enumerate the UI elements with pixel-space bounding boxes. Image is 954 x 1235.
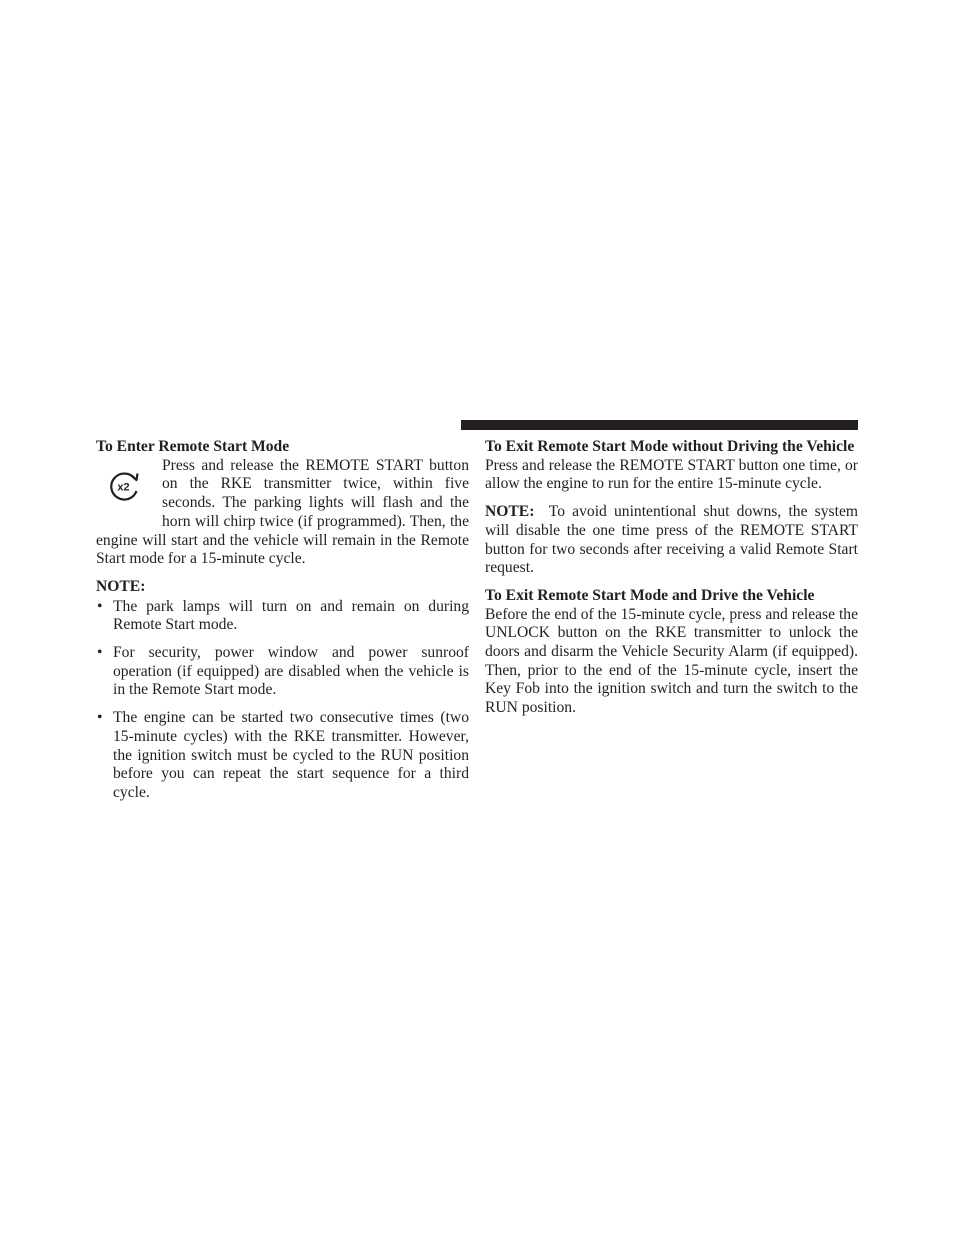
exit-without-driving-body: Press and release the REMOTE START button one time, or allow the engine to run for the entire 15-minute cycle. xyxy=(485,456,858,493)
bullet-dot: • xyxy=(97,597,103,615)
exit-without-driving-heading: To Exit Remote Start Mode without Driving the Vehicle xyxy=(485,438,855,455)
list-item xyxy=(96,709,469,803)
exit-and-drive-heading: To Exit Remote Start Mode and Drive the Vehicle xyxy=(485,586,815,604)
exit-and-drive-body: Before the end of the 15-minute cycle, press and release the UNLOCK button on the RKE transmitter to unlock the doors and disarm the Vehicle Security Alarm (if equipped). Then, prior to the end of the 15-minute cycle, insert the Key Fob into the ignition switch and turn the switch to the RUN position. xyxy=(485,605,858,717)
bullet-text: For security, power window and power sunroof operation (if equipped) are disabled when the vehicle is in the Remote Start mode. xyxy=(113,644,469,699)
left-note-label: NOTE: xyxy=(96,577,146,595)
right-column xyxy=(485,438,858,718)
bullet-text: The engine can be started two consecutive times (two 15-minute cycles) with the RKE transmitter. However, the ignition switch must be cycled to the RUN position before you can repeat the start sequence for a third cycle. xyxy=(113,709,469,801)
enter-remote-start-body: Press and release the REMOTE START button on the RKE transmitter twice, within five seconds. The parking lights will flash and the horn will chirp twice (if programmed). Then, the engine will start and the vehicle will remain in the Remote Start mode for a 15-minute cycle. xyxy=(96,456,469,568)
bullet-dot: • xyxy=(97,644,103,662)
section-header-bar xyxy=(461,420,858,430)
enter-remote-start-heading: To Enter Remote Start Mode xyxy=(96,438,290,455)
right-note-body: To avoid unintentional shut downs, the system will disable the one time press of the REMOTE START button for two seconds after receiving a valid Remote Start request. xyxy=(485,503,858,577)
bullet-text: The park lamps will turn on and remain on during Remote Start mode. xyxy=(113,597,469,634)
list-item xyxy=(96,644,469,700)
bullet-dot: • xyxy=(97,709,103,727)
note-bullet-list xyxy=(96,598,469,803)
right-note-label: NOTE: xyxy=(485,503,535,521)
list-item xyxy=(96,598,469,635)
x2-label: x2 xyxy=(117,481,130,494)
right-note-paragraph xyxy=(485,503,858,578)
remote-start-x2-icon xyxy=(96,457,162,523)
remote-start-x2-icon-graphic xyxy=(107,471,141,503)
left-column xyxy=(96,438,469,812)
